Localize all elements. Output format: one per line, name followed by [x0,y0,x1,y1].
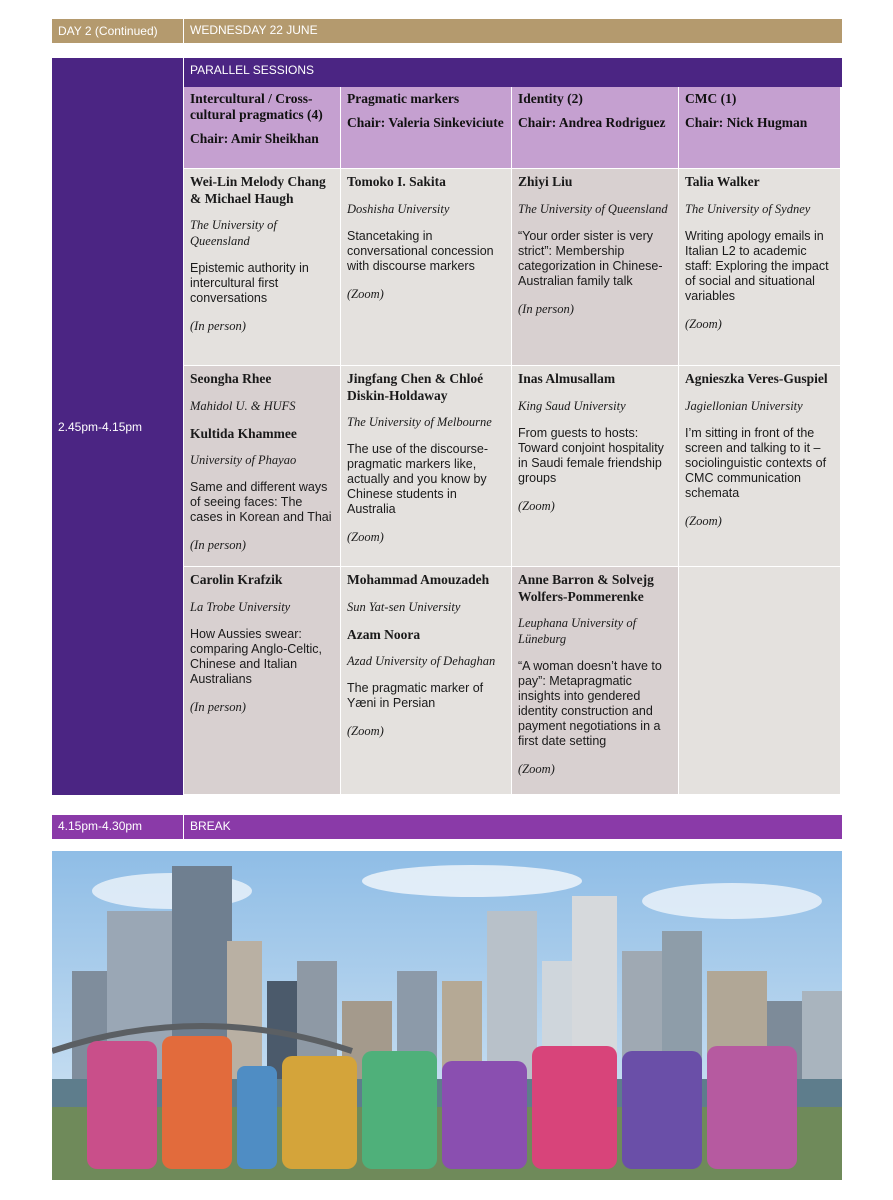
speaker-name: Jingfang Chen & Chloé Diskin-Holdaway [347,371,484,403]
speaker-affiliation-2: Azad University of Dehaghan [347,654,496,668]
talk-cell [512,169,679,366]
track-header [512,87,679,169]
talk-title: “Your order sister is very strict”: Membership categorization in Chinese-Australian family talk [518,228,663,288]
talk-title: Stancetaking in conversational concession with discourse markers [347,228,494,273]
talk-cell [679,366,841,567]
talk-mode: (Zoom) [518,498,555,513]
talk-mode: (In person) [190,319,246,333]
speaker-affiliation: The University of Melbourne [347,415,492,429]
parallel-sessions-block [52,58,842,795]
speaker-name: Tomoko I. Sakita [347,174,446,189]
talk-title: “A woman doesn’t have to pay”: Metapragmatic insights into gendered identity construction and payment negotiations in a first date setting [518,659,662,748]
talk-cell [512,567,679,795]
speaker-name: Anne Barron & Solvejg Wolfers-Pommerenke [518,572,654,604]
track-title: Identity (2) [518,91,583,106]
track-title: Intercultural / Cross-cultural pragmatics (4) [190,91,323,122]
talk-cell [341,366,512,567]
talk-title: The use of the discourse-pragmatic markers like, actually and you know by Chinese students in Australia [347,442,489,516]
track-chair: Chair: Valeria Sinkeviciute [347,115,504,130]
brisbane-skyline-image [52,851,842,1180]
track-title: CMC (1) [685,91,737,106]
track-chair: Chair: Nick Hugman [685,115,808,130]
talk-title: Writing apology emails in Italian L2 to academic staff: Exploring the impact of social and situational variables [685,228,829,303]
sessions-grid [184,87,842,795]
speaker-name: Seongha Rhee [190,371,272,386]
talk-mode: (Zoom) [518,762,555,776]
speaker-name: Inas Almusallam [518,371,616,386]
speaker-affiliation: Leuphana University of Lüneburg [518,616,637,646]
parallel-sessions-header: PARALLEL SESSIONS [184,58,842,87]
talk-title: The pragmatic marker of Yæni in Persian [347,681,484,710]
speaker-name-2: Kultida Khammee [190,425,297,441]
date-label: WEDNESDAY 22 JUNE [190,23,318,37]
track-chair: Chair: Amir Sheikhan [190,131,319,146]
track-header [184,87,341,169]
speaker-affiliation: King Saud University [518,398,626,413]
speaker-name: Zhiyi Liu [518,174,573,189]
speaker-affiliation: Sun Yat-sen University [347,599,461,614]
speaker-name: Wei-Lin Melody Chang & Michael Haugh [190,174,326,206]
talk-title: Same and different ways of seeing faces: The cases in Korean and Thai [190,480,332,524]
brisbane-sign-photo [52,851,842,1180]
track-chair: Chair: Andrea Rodriguez [518,115,666,130]
track-header [679,87,841,169]
talk-cell [184,169,341,366]
talk-cell [184,366,341,567]
talk-mode: (In person) [518,301,574,316]
break-banner [52,815,842,839]
talk-mode: (Zoom) [347,530,384,544]
empty-cell [679,567,841,795]
talk-title: Epistemic authority in intercultural first conversations [190,261,309,305]
speaker-affiliation: Mahidol U. & HUFS [190,398,296,413]
talk-mode: (In person) [190,538,246,552]
talk-cell [184,567,341,795]
session-time [52,58,184,795]
speaker-affiliation: The University of Sydney [685,201,811,216]
talk-mode: (Zoom) [347,286,384,301]
speaker-name: Carolin Krafzik [190,572,283,587]
speaker-affiliation: Doshisha University [347,201,450,216]
speaker-affiliation: Jagiellonian University [685,398,803,413]
talk-title: How Aussies swear: comparing Anglo-Celtic, Chinese and Italian Australians [190,626,323,686]
talk-mode: (Zoom) [685,316,722,331]
talk-cell [512,366,679,567]
break-time: 4.15pm-4.30pm [52,815,184,839]
speaker-affiliation-2: University of Phayao [190,453,297,467]
speaker-name: Agnieszka Veres-Guspiel [685,371,828,386]
day-banner [52,19,842,43]
talk-cell [679,169,841,366]
track-title: Pragmatic markers [347,91,460,106]
track-header [341,87,512,169]
talk-title: I’m sitting in front of the screen and talking to it – sociolinguistic contexts of CMC communication schemata [685,425,827,500]
session-time-label: 2.45pm-4.15pm [58,419,143,434]
talk-title: From guests to hosts: Toward conjoint hospitality in Saudi female friendship groups [518,425,664,485]
speaker-affiliation: The University of Queensland [518,201,668,216]
speaker-affiliation: La Trobe University [190,599,291,614]
speaker-name-2: Azam Noora [347,626,421,642]
speaker-name: Talia Walker [685,174,760,189]
break-label: BREAK [190,819,231,833]
talk-mode: (Zoom) [685,513,722,528]
talk-cell [341,567,512,795]
talk-mode: (In person) [190,699,246,714]
speaker-name: Mohammad Amouzadeh [347,572,490,587]
talk-cell [341,169,512,366]
day-label: DAY 2 (Continued) [52,19,184,43]
talk-mode: (Zoom) [347,724,384,738]
speaker-affiliation: The University of Queensland [190,218,277,248]
